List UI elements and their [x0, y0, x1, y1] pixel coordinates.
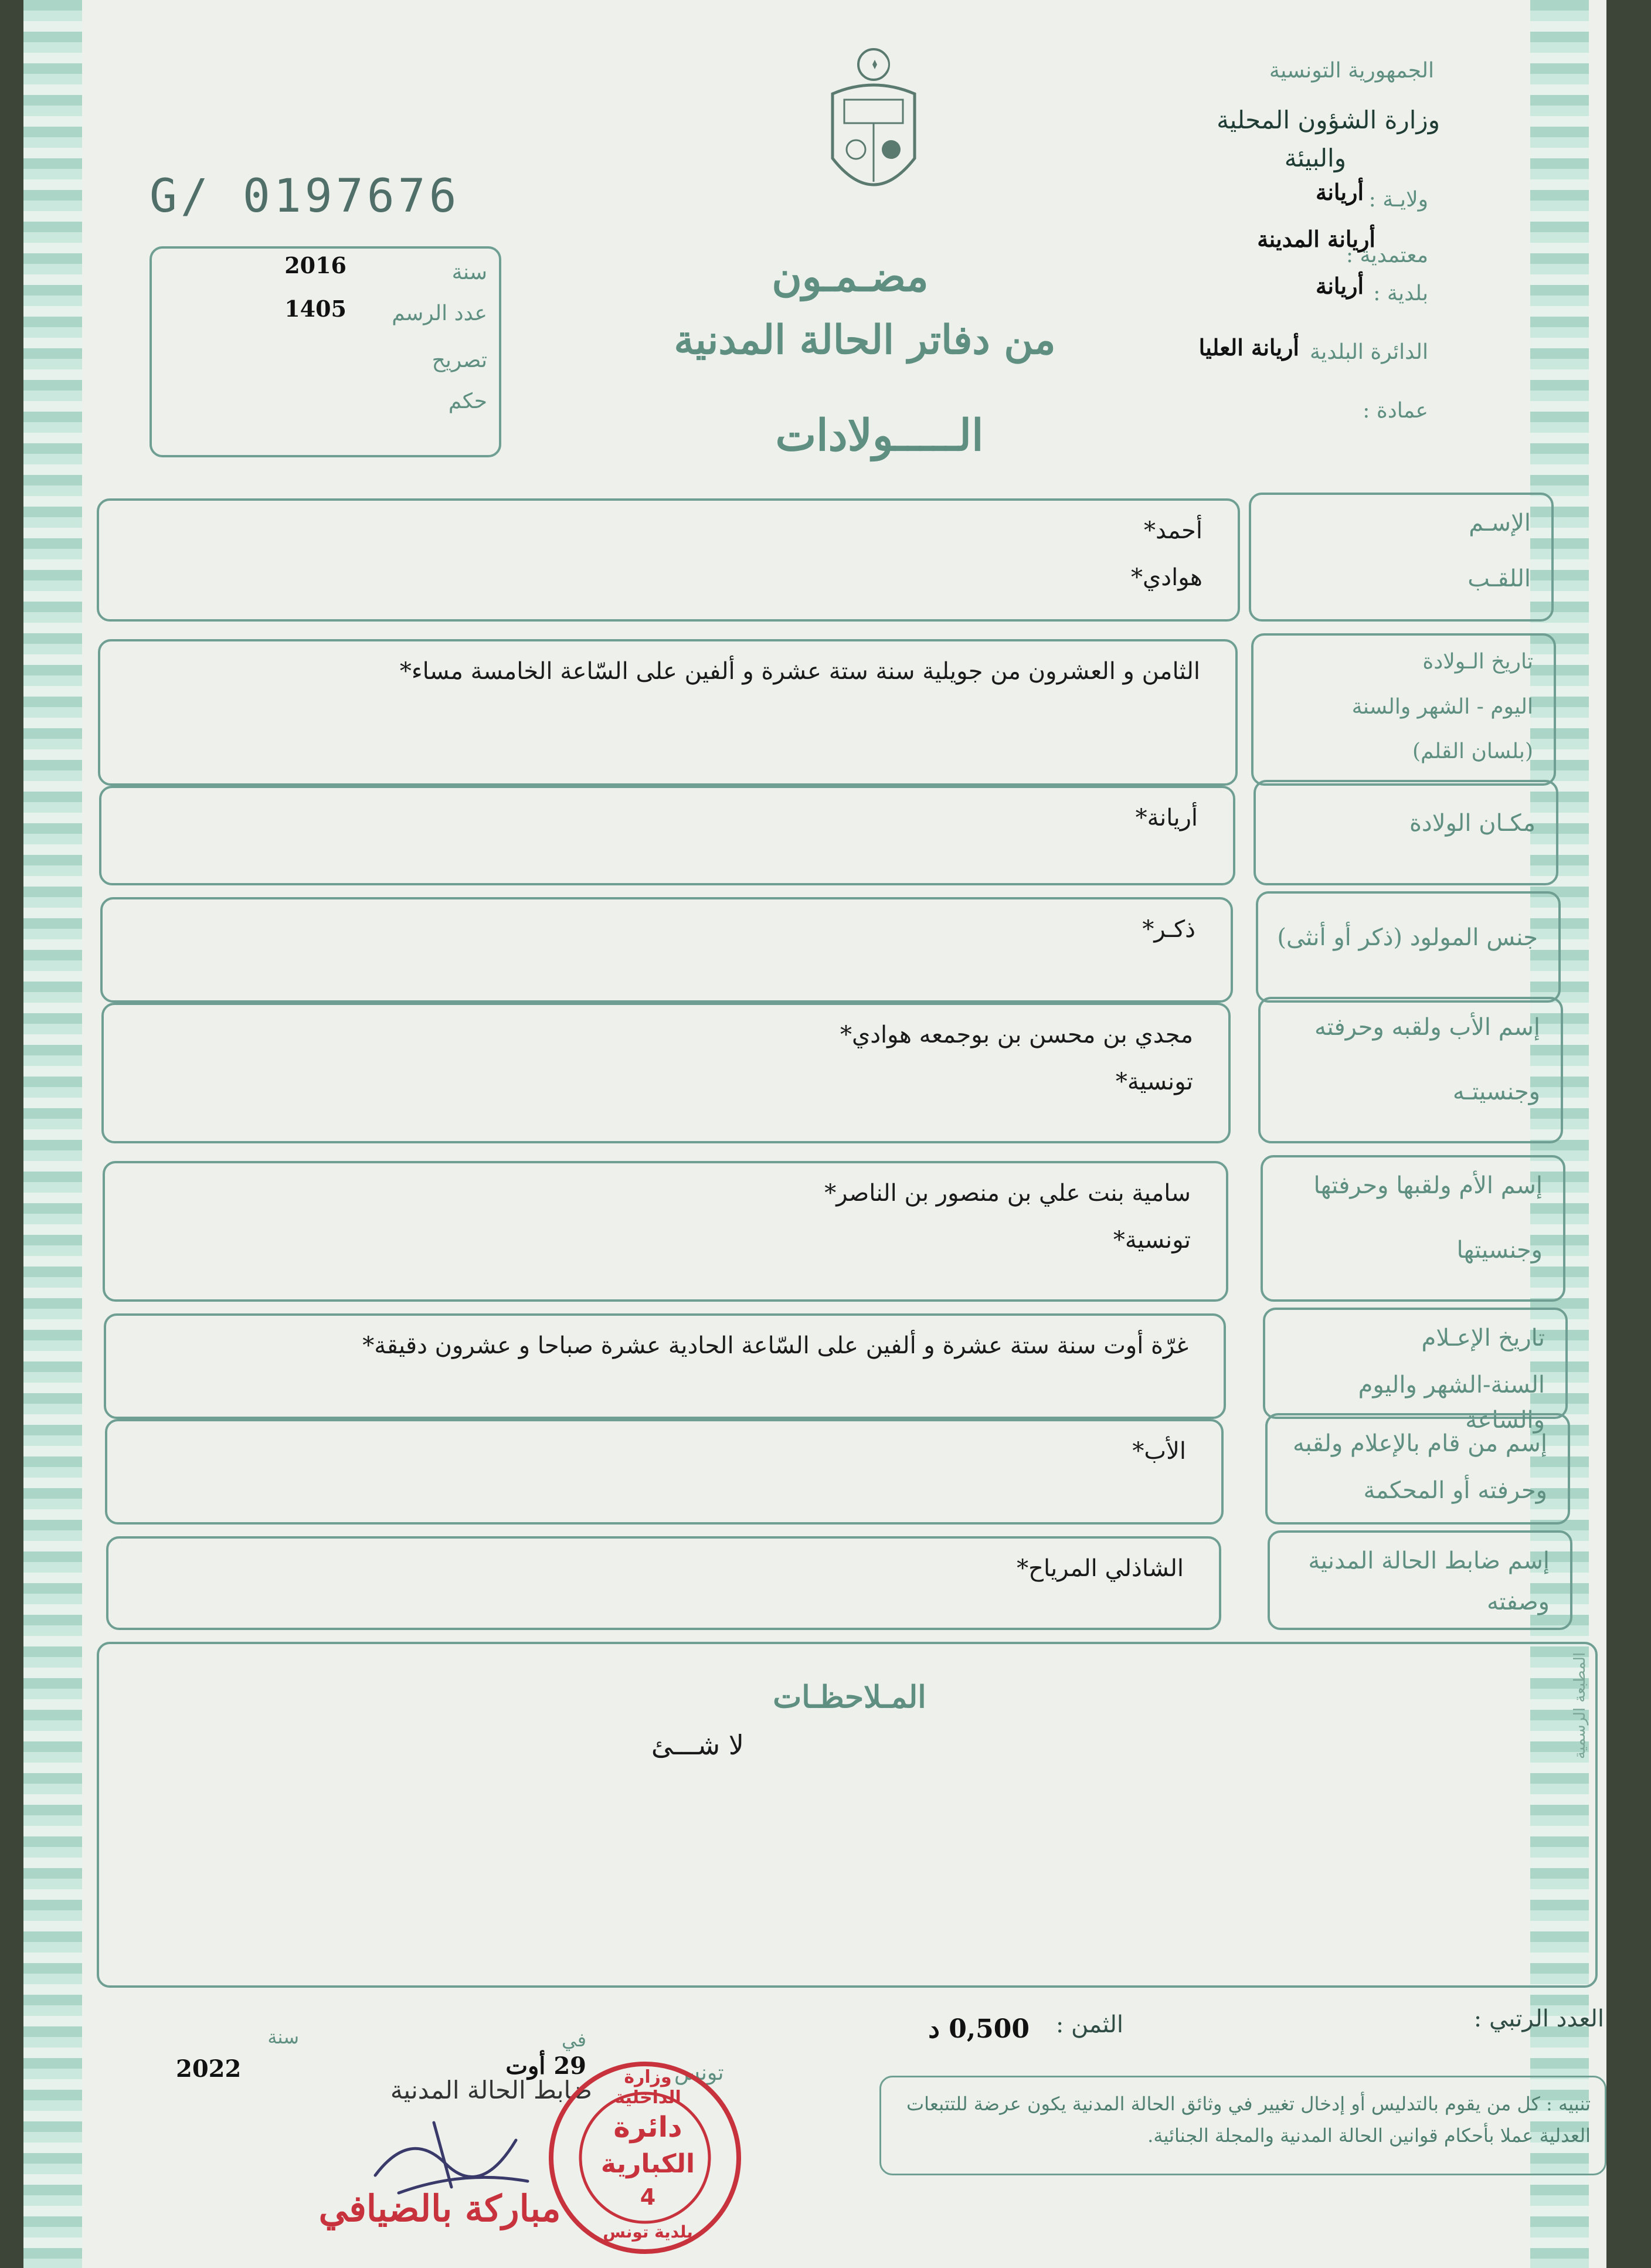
- republic-text: الجمهورية التونسية: [1269, 59, 1434, 83]
- field-label-text: تاريخ الإعـلام: [1421, 1325, 1545, 1352]
- field-value-text: أحمد*: [1144, 517, 1202, 544]
- price-value: 0,500 د: [928, 2014, 1030, 2044]
- field-value-text: الثامن و العشرون من جويلية سنة ستة عشرة و ألفين على السّاعة الخامسة مساء*: [399, 658, 1200, 685]
- field-label-box: [1265, 1413, 1570, 1525]
- field-value-box: [104, 1313, 1226, 1419]
- field-label-text: جنس المولود (ذكر أو أنثى): [1277, 924, 1538, 951]
- serial-number: G/ 0197676: [150, 170, 460, 223]
- daira-value: أريانة العليا: [1198, 334, 1299, 361]
- field-value-text: سامية بنت علي بن منصور بن الناصر*: [824, 1180, 1191, 1207]
- warning-box: [879, 2076, 1606, 2175]
- field-label-box: [1268, 1530, 1572, 1630]
- field-label-text: (بلسان القلم): [1412, 739, 1533, 764]
- wilaya-value: أريانة: [1315, 179, 1364, 205]
- stamp-line2: دائرة: [613, 2111, 682, 2144]
- field-value-text: تونسية*: [1115, 1068, 1193, 1095]
- field-label-text: وجنسيتـه: [1452, 1078, 1540, 1105]
- field-value-box: [105, 1419, 1224, 1525]
- field-label-text: تاريخ الـولادة: [1422, 650, 1533, 674]
- remarks-title: المـلاحظـات: [773, 1679, 926, 1715]
- record-number-value: 1405: [284, 296, 346, 322]
- remarks-value: لا شـــئ: [651, 1729, 744, 1761]
- field-value-box: [101, 1003, 1231, 1143]
- mutamadia-value: أريانة المدينة: [1257, 226, 1375, 252]
- warning-text: تنبيه : كل من يقوم بالتدليس أو إدخال تغيير في وثائق الحالة المدنية يكون عرضة للتتبعات العدلية عملا بأحكام قوانين الحالة المدنية والمجلة الجنائية.: [906, 2093, 1591, 2147]
- field-value-box: [100, 897, 1233, 1003]
- field-value-box: [106, 1536, 1221, 1630]
- field-label-box: [1258, 997, 1563, 1143]
- field-value-text: مجدي بن محسن بن بوجمعه هوادي*: [840, 1021, 1193, 1048]
- signature-icon: [364, 2105, 539, 2199]
- record-declaration-label: تصريح: [432, 348, 487, 372]
- field-label-box: [1251, 633, 1556, 786]
- field-label-text: وصفته: [1486, 1588, 1550, 1615]
- field-label-text: اللقـب: [1467, 565, 1531, 592]
- field-label-text: وجنسيتها: [1456, 1237, 1543, 1264]
- omada-label: عمادة :: [1363, 399, 1428, 423]
- title-from-registers: من دفاتر الحالة المدنية: [674, 317, 1056, 364]
- field-label-box: [1249, 493, 1554, 622]
- footer-date-value: 29 أوت: [505, 2052, 586, 2080]
- field-value-text: أريانة*: [1135, 804, 1198, 831]
- field-value-text: غرّة أوت سنة ستة عشرة و ألفين على السّاعة الحادية عشرة صباحا و عشرون دقيقة*: [362, 1332, 1188, 1359]
- ministry-line2: والبيئة: [1284, 144, 1346, 172]
- field-label-text: السنة-الشهر واليوم والساعة: [1358, 1371, 1545, 1434]
- wilaya-label: ولايـة :: [1368, 188, 1428, 212]
- stamp-line3: الكبارية: [600, 2149, 695, 2179]
- officer-label: ضابط الحالة المدنية: [390, 2076, 592, 2104]
- officer-name-stamp: مباركة بالضيافي: [318, 2187, 561, 2230]
- record-box: [150, 246, 501, 457]
- field-label-text: اليوم - الشهر والسنة: [1351, 694, 1533, 719]
- field-label-box: [1261, 1155, 1565, 1302]
- field-label-box: [1253, 780, 1558, 885]
- field-label-text: مكـان الولادة: [1409, 810, 1536, 837]
- field-label-text: إسم ضابط الحالة المدنية: [1308, 1547, 1550, 1574]
- record-judgment-label: حكم: [448, 389, 487, 413]
- tunisia-emblem-icon: [821, 41, 926, 211]
- field-label-box: [1256, 891, 1561, 1003]
- field-value-text: ذكـر*: [1142, 916, 1195, 943]
- field-label-text: إسم الأم ولقبها وحرفتها: [1313, 1172, 1543, 1199]
- field-value-box: [97, 498, 1240, 622]
- footer-city: تونس: [674, 2061, 724, 2085]
- ministry-line1: وزارة الشؤون المحلية: [1217, 106, 1440, 134]
- price-label: الثمن :: [1055, 2011, 1123, 2038]
- title-madmoun: مضـمـون: [772, 252, 929, 301]
- record-year-value: 2016: [284, 252, 346, 279]
- field-value-text: الأب*: [1132, 1438, 1186, 1465]
- ordinal-label: العدد الرتبي :: [1473, 2005, 1604, 2032]
- baladia-value: أريانة: [1315, 273, 1364, 299]
- field-label-text: إسم الأب ولقبه وحرفته: [1314, 1014, 1540, 1041]
- field-label-text: وحرفته أو المحكمة: [1363, 1477, 1547, 1504]
- footer-year-label: سنة: [267, 2026, 299, 2048]
- decorative-border-left: [23, 0, 82, 2268]
- remarks-box: [97, 1642, 1598, 1988]
- mutamadia-label: معتمدية :: [1346, 243, 1428, 267]
- record-number-label: عدد الرسم: [392, 301, 487, 325]
- footer-year-value: 2022: [176, 2055, 242, 2083]
- record-year-label: سنة: [451, 260, 487, 284]
- field-label-box: [1263, 1308, 1568, 1434]
- stamp-line4: 4: [640, 2184, 656, 2210]
- stamp-line1: وزارة الداخلية: [614, 2067, 681, 2108]
- footer-on-label: في: [562, 2029, 586, 2051]
- field-label-text: إسم من قام بالإعلام ولقبه: [1293, 1430, 1547, 1457]
- stamp-line5: بلدية تونس: [603, 2222, 693, 2242]
- field-value-box: [98, 639, 1238, 786]
- field-value-box: [99, 786, 1235, 885]
- baladia-label: بلدية :: [1373, 281, 1428, 305]
- field-value-text: هوادي*: [1131, 564, 1202, 591]
- field-value-box: [103, 1161, 1228, 1302]
- printer-mark: المطبعة الرسمية: [1571, 1652, 1589, 1759]
- daira-label: الدائرة البلدية: [1309, 340, 1428, 364]
- field-value-text: الشاذلي المرياح*: [1017, 1555, 1184, 1582]
- field-value-text: تونسية*: [1113, 1227, 1191, 1254]
- title-births: الـــــولادات: [775, 410, 984, 461]
- field-label-text: الإسـم: [1469, 510, 1531, 537]
